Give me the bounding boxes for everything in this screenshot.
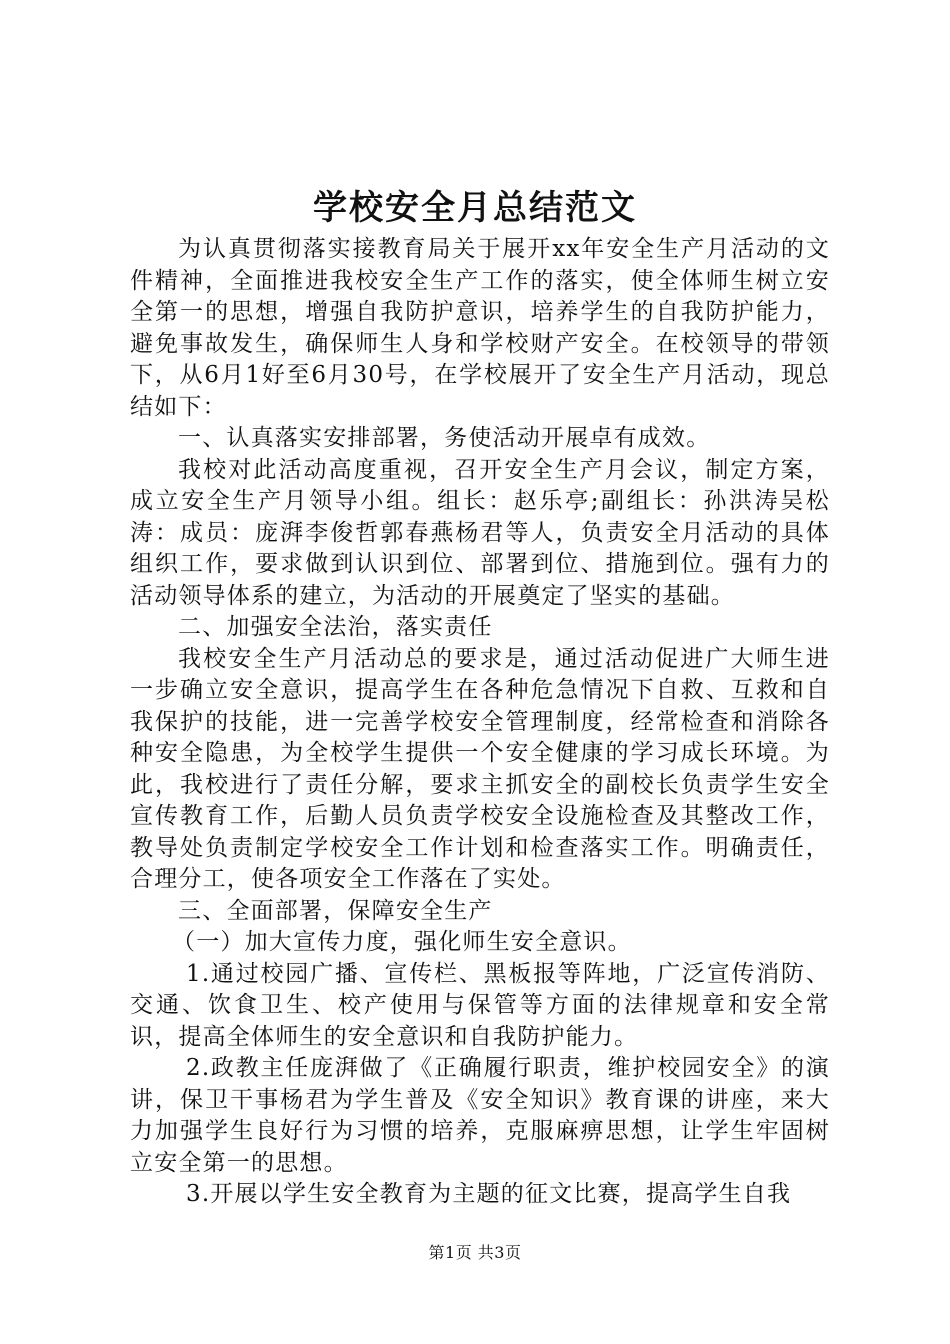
list-item-3: 3.开展以学生安全教育为主题的征文比赛，提高学生自我 [186, 1181, 792, 1207]
list-item-2: 2.政教主任庞湃做了《正确履行职责，维护校园安全》的演讲，保卫干事杨君为学生普及《安全知识》教育课的讲座，来大力加强学生良好行为习惯的培养，克服麻痹思想，让学生牢固树立安全第一的思想。 [130, 1055, 830, 1176]
list-item-1: 1.通过校园广播、宣传栏、黑板报等阵地，广泛宣传消防、交通、饮食卫生、校产使用与保管等方面的法律规章和安全常识，提高全体师生的安全意识和自我防护能力。 [130, 960, 830, 1050]
section-heading-3: 三、全面部署，保障安全生产 [178, 897, 493, 924]
section-heading-1: 一、认真落实安排部署，务使活动开展卓有成效。 [178, 425, 711, 451]
section-2-paragraph: 我校安全生产月活动总的要求是，通过活动促进广大师生进一步确立安全意识，提高学生在各种危急情况下自救、互救和自我保护的技能，进一完善学校安全管理制度，经常检查和消除各种安全隐患，为全校学生提供一个安全健康的学习成长环境。为此，我校进行了责任分解，要求主抓安全的副校长负责学生安全宣传教育工作，后勤人员负责学校安全设施检查及其整改工作，教导处负责制定学校安全工作计划和检查落实工作。明确责任，合理分工，使各项安全工作落在了实处。 [130, 645, 830, 892]
intro-paragraph: 为认真贯彻落实接教育局关于展开xx年安全生产月活动的文件精神，全面推进我校安全生产工作的落实，使全体师生树立安全第一的思想，增强自我防护意识，培养学生的自我防护能力，避免事故发生，确保师生人身和学校财产安全。在校领导的带领下，从6月1好至6月30号，在学校展开了安全生产月活动，现总结如下： [130, 236, 830, 420]
subsection-heading-1: （一）加大宣传力度，强化师生安全意识。 [172, 929, 632, 955]
page-indicator: 第1页 共3页 [428, 1243, 522, 1262]
document-body [130, 234, 830, 1211]
section-1-paragraph: 我校对此活动高度重视，召开安全生产月会议，制定方案，成立安全生产月领导小组。组长：赵乐亭;副组长：孙洪涛吴松涛：成员：庞湃李俊哲郭春燕杨君等人，负责安全月活动的具体组织工作，要求做到认识到位、部署到位、措施到位。强有力的活动领导体系的建立，为活动的开展奠定了坚实的基础。 [130, 456, 830, 609]
document-title: 学校安全月总结范文 [313, 188, 637, 228]
section-heading-2: 二、加强安全法治，落实责任 [178, 614, 493, 640]
